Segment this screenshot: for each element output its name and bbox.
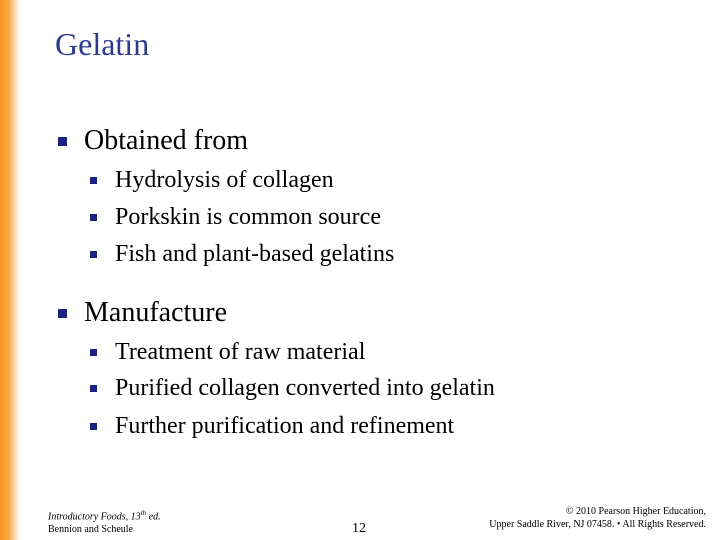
footer-authors: Bennion and Scheule xyxy=(48,524,133,536)
sub-bullet-text: Purified collagen converted into gelatin xyxy=(115,375,495,401)
square-bullet-icon xyxy=(58,309,67,318)
bullet-heading: Manufacture xyxy=(84,297,228,328)
page-number: 12 xyxy=(352,521,366,536)
sub-bullet-text: Treatment of raw material xyxy=(115,339,366,365)
slide-edge-bar xyxy=(0,0,20,540)
square-bullet-icon xyxy=(90,177,97,184)
footer-book-info xyxy=(48,507,161,536)
sub-bullet xyxy=(90,337,365,367)
sub-bullet xyxy=(90,373,495,403)
bullet-heading: Obtained from xyxy=(84,125,249,156)
sub-bullet xyxy=(90,165,334,195)
sub-bullet-text: Porkskin is common source xyxy=(115,204,381,230)
sub-bullet xyxy=(90,239,394,269)
footer-copyright: © 2010 Pearson Higher Education, Upper Saddle River, NJ 07458. • All Rights Reserved. xyxy=(489,506,706,530)
slide-title: Gelatin xyxy=(55,26,150,62)
sub-bullet xyxy=(90,411,454,441)
sub-bullet-text: Hydrolysis of collagen xyxy=(115,167,334,193)
square-bullet-icon xyxy=(58,137,67,146)
sub-bullet-text: Fish and plant-based gelatins xyxy=(115,241,395,267)
sub-bullet xyxy=(90,202,381,232)
square-bullet-icon xyxy=(90,349,97,356)
footer-book-title: Introductory Foods, 13th ed. xyxy=(48,509,161,523)
square-bullet-icon xyxy=(90,385,97,392)
square-bullet-icon xyxy=(90,251,97,258)
bullet-obtained-from xyxy=(58,124,248,158)
square-bullet-icon xyxy=(90,423,97,430)
square-bullet-icon xyxy=(90,214,97,221)
bullet-manufacture xyxy=(58,296,227,330)
sub-bullet-text: Further purification and refinement xyxy=(115,413,455,439)
